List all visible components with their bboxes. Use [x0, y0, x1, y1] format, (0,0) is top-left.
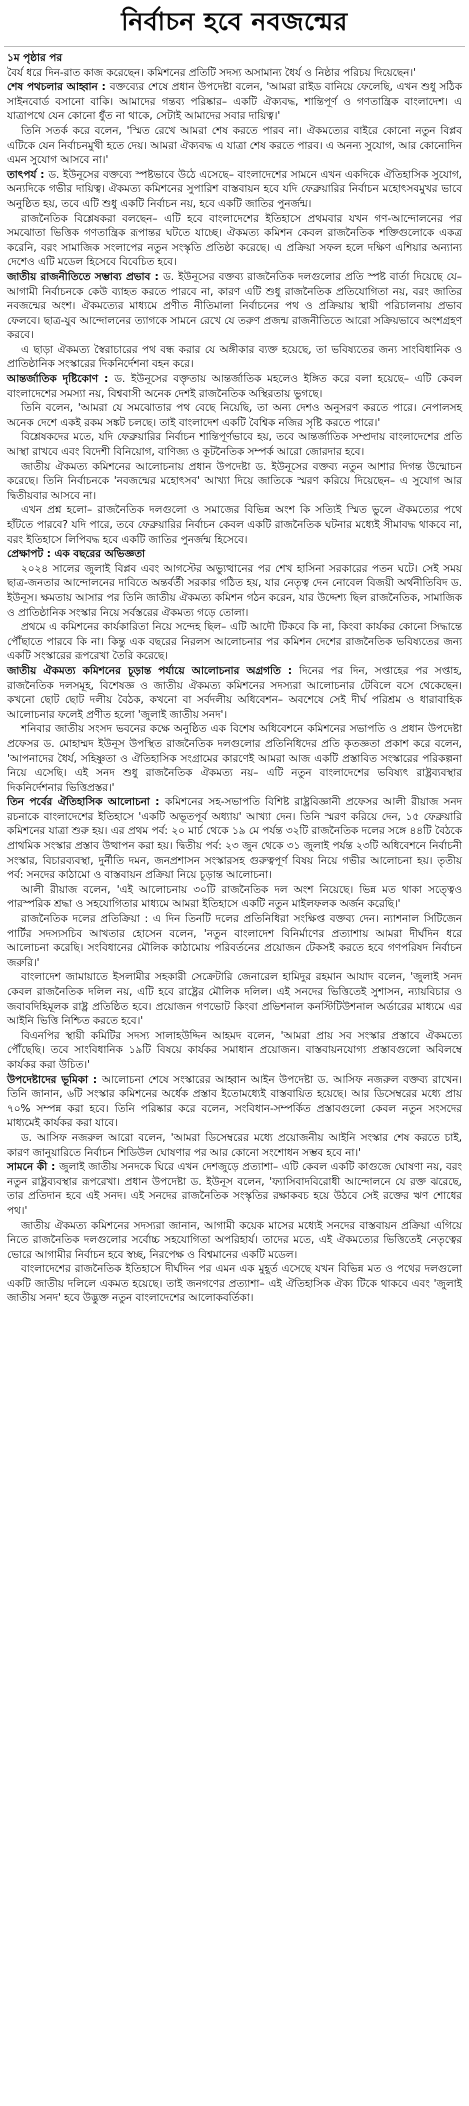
article-paragraph [7, 1219, 462, 1263]
paragraph-text: বিএনপির স্থায়ী কমিটির সদস্য সালাহউদ্দিন আহমদ বলেন, 'আমরা প্রায় সব সংস্কার প্রস্তাবে ঐকমত্যে পৌঁছেছি। তবে সাংবিধানিক ১৯টি বিষয়ে কার্যকর সমাধান প্রয়োজন। বাস্তবায়নযোগ্য প্রস্তাবগুলো অবিলম্বে কার্যকর করা উচিত।' [7, 1029, 462, 1071]
article-paragraph [7, 1160, 462, 1218]
article-paragraph [7, 168, 462, 212]
article-paragraph [7, 1029, 462, 1073]
article-paragraph [7, 1131, 462, 1160]
headline: নির্বাচন হবে নবজন্মের [4, 0, 465, 47]
article-paragraph [7, 401, 462, 430]
paragraph-text: বক্তব্যের শেষে প্রধান উপদেষ্টা বলেন, 'আমরা রাইড বানিয়ে ফেলেছি, এখন শুধু সঠিক সাইনবোর্ড বসানো বাকি। আমাদের গন্তব্য পরিষ্কার– একটি ঐক্যবদ্ধ, শান্তিপূর্ণ ও গণতান্ত্রিক বাংলাদেশ। এ যাত্রাপথে যেন কোনো ধুঁত না থাকে, সেটাই আমাদের সবার দায়িত্ব।' [7, 81, 462, 123]
paragraph-text: প্রথমে এ কমিশনের কার্যকারিতা নিয়ে সন্দেহ ছিল– এটি আদৌ টিকবে কি না, কিংবা কার্যকর কোনো সিদ্ধান্তে পৌঁছাতে পারবে কি না। কিন্তু এক বছরের নিরলস আলোচনার পর কমিশন দেশের রাজনৈতিক ভবিষ্যতের জন্য একটি সংস্কারের রূপরেখা তৈরি করেছে। [7, 621, 462, 663]
article-paragraph [7, 722, 462, 795]
paragraph-text: বিশ্লেষকদের মতে, যদি ফেব্রুয়ারির নির্বাচন শান্তিপূর্ণভাবে হয়, তবে আন্তর্জাতিক সম্প্রদায় বাংলাদেশের প্রতি আস্থা রাখবে এবং বিদেশী বিনিয়োগ, বাণিজ্য ও কূটনৈতিক সম্পর্ক আরো জোরদার হবে। [7, 431, 462, 459]
section-heading: প্রেক্ষাপট : এক বছরের অভিজ্ঞতা [7, 548, 146, 561]
paragraph-text: বাংলাদেশ জামায়াতে ইসলামীর সহকারী সেক্রেটারি জেনারেল হামিদুর রহমান আযাদ বলেন, 'জুলাই সনদ কেবল রাজনৈতিক দলিল নয়, এটি হবে রাষ্ট্রের মৌলিক দলিল। এই সনদের ভিত্তিতেই সুশাসন, ন্যায়বিচার ও জবাবদিহিমূলক রাষ্ট্র প্রতিষ্ঠিত হবে। প্রয়োজন গণভোট কিংবা প্রভিশনাল কনস্টিটিউশনাল অর্ডারের মাধ্যমে এর আইনি ভিত্তি নিশ্চিত করতে হবে।' [7, 971, 462, 1028]
article-paragraph [7, 80, 462, 124]
paragraph-text: এ ছাড়া ঐকমত্য স্বৈরাচারের পথ বন্ধ করার যে অঙ্গীকার ব্যক্ত হয়েছে, তা ভবিষ্যতের জন্য সাংবিধানিক ও প্রাতিষ্ঠানিক সংস্কারের দিকনির্দেশনা বহন করে। [7, 343, 462, 371]
article-paragraph [7, 212, 462, 270]
article-sections [7, 80, 462, 1306]
paragraph-text: জাতীয় ঐকমত্য কমিশনের আলোচনায় প্রধান উপদেষ্টা ড. ইউনূসের বক্তব্য নতুন আশার দিগন্ত উন্মোচন করেছে। তিনি নির্বাচনকে 'নবজন্মের মহোৎসব' আখ্যা দিয়ে জাতিকে স্মরণ করিয়ে দিয়েছেন– এ সুযোগ আর দ্বিতীয়বার আসবে না। [7, 460, 462, 502]
article-paragraph [7, 970, 462, 1028]
article-paragraph [7, 270, 462, 343]
intro-paragraph: বৈর্য ধরে দিন-রাত কাজ করেছেন। কমিশনের প্রতিটি সদস্য অসামান্য ধৈর্য ও নিষ্ঠার পরিচয় দিয়েছেন।' [7, 66, 416, 79]
paragraph-text: ২০২৪ সালের জুলাই বিপ্লব এবং আগস্টের অভ্যুত্থানের পর শেখ হাসিনা সরকারের পতন ঘটে। সেই সময় ছাত্র-জনতার আন্দোলনের দাবিতে অন্তর্বর্তী সরকার গঠিত হয়, যার নেতৃত্ব দেন নোবেল বিজয়ী অর্থনীতিবিদ ড. ইউনূস। ক্ষমতায় আসার পর তিনি জাতীয় ঐকমত্য কমিশন গঠন করেন, যার উদ্দেশ্য ছিল রাজনৈতিক, সামাজিক ও প্রাতিষ্ঠানিক সংস্কার নিয়ে সর্বস্তরের ঐকমত্য গড়ে তোলা। [7, 562, 462, 619]
section-heading: জাতীয় ঐকমত্য কমিশনের চূড়ান্ত পর্যায়ে আলোচনার অগ্রগতি : [7, 664, 300, 677]
paragraph-text: আলোচনা শেষে সংস্কারের আহ্বান আইন উপদেষ্টা ড. আসিফ নজরুল বক্তব্য রাখেন। তিনি জানান, ৬টি সংস্কার কমিশনের অর্ধেক প্রস্তাব ইতোমধ্যেই বাস্তবায়িত হয়েছে। আর ডিসেম্বরের মধ্যে প্রায় ৭০% সম্পন্ন করা হবে। তিনি পরিষ্কার করে বলেন, সংবিধান-সম্পর্কিত প্রস্তাবগুলো কেবল নতুন সংসদের মাধ্যমেই কার্যকর করা যাবে। [7, 1073, 462, 1130]
paragraph-text: ড. আসিফ নজরুল আরো বলেন, 'আমরা ডিসেম্বরের মধ্যে প্রয়োজনীয় আইনি সংস্কার শেষ করতে চাই, কারণ জানুয়ারিতে নির্বাচন শিডিউল ঘোষণার পর আর কোনো সংশোধন সম্ভব হবে না।' [7, 1131, 462, 1159]
article-paragraph [7, 1073, 462, 1131]
section-heading: আন্তর্জাতিক দৃষ্টিকোণ : [7, 373, 115, 386]
paragraph-text: ড. ইউনূসের বক্তব্য রাজনৈতিক দলগুলোর প্রতি স্পষ্ট বার্তা দিয়েছে যে– আগামী নির্বাচনকে কেউ ব্যাহত করতে পারবে না, কারণ এটি শুধু রাজনৈতিক প্রতিযোগিতা নয়, বরং জাতির নবজন্মের অংশ। ঐকমত্যের মাধ্যমে প্রণীত নীতিমালা নির্বাচনের পথ ও প্রক্রিয়ায় স্থায়ী পরিচালনায় প্রভাব ফেলবে। ছাত্র-যুব আন্দোলনের ত্যাগকে সামনে রেখে যে তরুণ প্রজন্ম রাজনীতিতে আরো সক্রিয়ভাবে অংশগ্রহণ করবে। [7, 270, 462, 342]
article-paragraph [7, 883, 462, 912]
article-paragraph [7, 562, 462, 620]
paragraph-text: বাংলাদেশের রাজনৈতিক ইতিহাসে দীর্ঘদিন পর এমন এক মুহূর্ত এসেছে যখন বিভিন্ন মত ও পথের দলগুলো একটি জাতীয় দলিলে একমত হয়েছে। তাই জনগণের প্রত্যাশা– এই ঐতিহাসিক ঐক্য টিকে থাকবে এবং 'জুলাই জাতীয় সনদ' হবে উদ্ভুক্ত নতুন বাংলাদেশের আলোকবর্তিকা। [7, 1263, 462, 1305]
paragraph-text: কমিশনের সহ-সভাপতি বিশিষ্ট রাষ্ট্রবিজ্ঞানী প্রফেসর আলী রীয়াজ সনদ রচনাকে বাংলাদেশের ইতিহাসে 'একটি অভূতপূর্ব অধ্যায়' আখ্যা দেন। তিনি স্মরণ করিয়ে দেন, ১৫ ফেব্রুয়ারি কমিশনের যাত্রা শুরু হয়। এর প্রথম পর্ব: ২০ মার্চ থেকে ১৯ মে পর্যন্ত ৩২টি রাজনৈতিক দলের সঙ্গে ৪৪টি বৈঠকে প্রাথমিক সংস্কার প্রস্তাব উত্থাপন করা হয়। দ্বিতীয় পর্ব: ২৩ জুন থেকে ৩১ জুলাই পর্যন্ত ২৩টি অধিবেশনে নির্বাচনী সংস্কার, বিচারব্যবস্থা, দুর্নীতি দমন, জনপ্রশাসন সংস্কারসহ গুরুত্বপূর্ণ বিষয় নিয়ে গভীর আলোচনা হয়। তৃতীয় পর্ব: সনদের কাঠামো ও বাস্তবায়ন প্রক্রিয়া নিয়ে চূড়ান্ত আলোচনা। [7, 796, 463, 882]
article-paragraph [7, 795, 462, 883]
section-heading: শেষ পথচলার আহ্বান : [7, 81, 110, 94]
continuation-label: ১ম পৃষ্ঠার পর [7, 52, 63, 64]
article-paragraph [7, 547, 462, 562]
article-body [0, 47, 469, 1306]
article-paragraph [7, 503, 462, 547]
article-paragraph [7, 124, 462, 168]
paragraph-text: জাতীয় ঐকমত্য কমিশনের সদস্যরা জানান, আগামী কয়েক মাসের মধ্যেই সনদের বাস্তবায়ন প্রক্রিয়া এগিয়ে নিতে রাজনৈতিক দলগুলোর সর্বোচ্চ সহযোগিতা অপরিহার্য। তাদের মতে, এই ঐকমত্যের ভিত্তিতেই নেতৃত্বের ভোরে আগামীর নির্বাচন হবে স্বচ্ছ, নিরপেক্ষ ও বিশ্বমানের একটি মডেল। [7, 1219, 462, 1261]
section-heading: সামনে কী : [7, 1161, 60, 1174]
paragraph-text: রাজনৈতিক বিশ্লেষকরা বলছেন– এটি হবে বাংলাদেশের ইতিহাসে প্রথমবার যখন গণ-আন্দোলনের পর সমঝোতা ভিত্তিক গণতান্ত্রিক রূপান্তর ঘটতে যাচ্ছে। ঐকমত্য কমিশন কেবল রাজনৈতিক শক্তিগুলোকে একত্র করেনি, বরং সামাজিক সংলাপের নতুন সংস্কৃতি প্রতিষ্ঠা করেছে। এ প্রক্রিয়া সফল হলে দক্ষিণ এশিয়ার অন্যান্য দেশেও এটি মডেল হিসেবে বিবেচিত হবে। [7, 212, 462, 269]
paragraph-text: ড. ইউনূসের বক্তব্যে স্পষ্টভাবে উঠে এসেছে– বাংলাদেশের সামনে এখন একদিকে ঐতিহাসিক সুযোগ, অন্যদিকে গভীর দায়িত্ব। ঐকমত্য কমিশনের সুপারিশ বাস্তবায়ন হবে যদি ফেব্রুয়ারির নির্বাচন মহোৎসবমুখর ভাবে অনুষ্ঠিত হয়, তবে এটি শুধু একটি নির্বাচন নয়, হবে একটি জাতির পুনর্জন্ম। [7, 168, 462, 210]
section-heading: তিন পর্বের ঐতিহাসিক আলোচনা : [7, 796, 165, 809]
section-heading: তাৎপর্য : [7, 168, 49, 181]
article-paragraph [7, 372, 462, 401]
paragraph-text: তিনি সতর্ক করে বলেন, 'স্মিত রেখে আমরা শেষ করতে পারব না। ঐকমত্যের বাইরে কোনো নতুন বিপ্লব এটিকে যেন নির্বাচনমুখী হতে দেয়। আমরা ঐক্যবদ্ধ এ যাত্রা শেষ করতে পারব। এ অনন্য সুযোগ, আর কোনোদিন এমন সুযোগ আসবে না।' [7, 124, 462, 167]
paragraph-text: জুলাই জাতীয় সনদকে ঘিরে এখন দেশজুড়ে প্রত্যাশা– এটি কেবল একটি কাগুজে ঘোষণা নয়, বরং নতুন রাষ্ট্রব্যবস্থার রূপরেখা। প্রধান উপদেষ্টা ড. ইউনূস বলেন, 'ফ্যাসিবাদবিরোধী আন্দোলনে যে রক্ত ঝরেছে, তার প্রতিদান হবে এই সনদ। এই সনদের রাজনৈতিক সংস্কৃতির রক্ষাকবচ হয়ে উঠবে সেই রক্তের ঋণ শোধের পথ।' [7, 1161, 462, 1217]
article-paragraph [7, 430, 462, 459]
paragraph-text: তিনি বলেন, 'আমরা যে সমঝোতার পথ বেছে নিয়েছি, তা অন্য দেশও অনুসরণ করতে পারে। নেপালসহ অনেক দেশে একই রকম সঙ্কট চলছে। তাই বাংলাদেশ একটি বৈশ্বিক নজির সৃষ্টি করতে পারে।' [7, 402, 462, 429]
article-paragraph [7, 620, 462, 664]
article-paragraph [7, 664, 462, 722]
section-heading: জাতীয় রাজনীতিতে সম্ভাব্য প্রভাব : [7, 270, 164, 283]
paragraph-text: শনিবার জাতীয় সংসদ ভবনের কক্ষে অনুষ্ঠিত এক বিশেষ অধিবেশনে কমিশনের সভাপতি ও প্রধান উপদেষ্টা প্রফেসর ড. মোহাম্মদ ইউনূস উপস্থিত রাজনৈতিক দলগুলোর প্রতিনিধিদের প্রতি কৃতজ্ঞতা প্রকাশ করে বলেন, 'আপনাদের ধৈর্য, সহিষ্ণুতা ও ঐতিহাসিক সংগ্রামের কারণেই আমরা আজ একটি প্রস্তাবিত সংস্কারের পরিকল্পনা নিয়ে এসেছি। এই সনদ শুধু রাজনৈতিক ঐকমত্য নয়– এটি নতুন বাংলাদেশের ভবিষ্যৎ রাষ্ট্রব্যবস্থার দিকনির্দেশনার ভিত্তিপ্রস্তর।' [7, 723, 462, 794]
paragraph-text: রাজনৈতিক দলের প্রতিক্রিয়া : এ দিন তিনটি দলের প্রতিনিধিরা সংক্ষিপ্ত বক্তব্য দেন। ন্যাশনাল সিটিজেন পার্টির সদস্যসচিব আখতার হোসেন বলেন, 'নতুন বাংলাদেশ বিনির্মাণের প্রত্যাশায় আমরা দীর্ঘদিন ধরে আলোচনা করেছি। সংবিধানের মৌলিক কাঠামোয় পরিবর্তনের প্রয়োজন টেকসই করতে হবে গণপরিষদ নির্বাচন জরুরি।' [7, 913, 462, 969]
article-paragraph [7, 1262, 462, 1306]
paragraph-text: ড. ইউনূসের বক্তৃতায় আন্তর্জাতিক মহলেও ইঙ্গিত করে বলা হয়েছে– এটি কেবল বাংলাদেশের সমস্যা নয়, বিশ্ববাসী অনেক দেশই রাজনৈতিক অস্থিরতায় ভুগছে। [7, 373, 462, 400]
article-paragraph [7, 460, 462, 504]
paragraph-text: এখন প্রশ্ন হলো– রাজনৈতিক দলগুলো ও সমাজের বিভিন্ন অংশ কি সত্যিই স্মিত ভুলে ঐকমত্যের পথে হাঁটতে পারবে? যদি পারে, তবে ফেব্রুয়ারির নির্বাচন কেবল একটি রাজনৈতিক ঘটনার মধ্যেই সীমাবদ্ধ থাকবে না, বরং ইতিহাসে লিপিবদ্ধ হবে একটি জাতির পুনর্জন্ম হিসেবে। [7, 504, 462, 546]
paragraph-text: দিনের পর দিন, সপ্তাহের পর সপ্তাহ, রাজনৈতিক দলসমূহ, বিশেষজ্ঞ ও জাতীয় ঐকমত্য কমিশনের সদস্যরা আলোচনার টেবিলে বসে থেকেছেন। কখনো ছোট ছোট দলীয় বৈঠক, কখনো বা সর্বদলীয় অধিবেশন– অবশেষে সেই দীর্ঘ পরিশ্রম ও ধারাবাহিক আলোচনার ফলেই প্রণীত হলো 'জুলাই জাতীয় সনদ'। [7, 664, 462, 721]
article-paragraph [7, 912, 462, 970]
article-paragraph [7, 343, 462, 372]
paragraph-text: আলী রীয়াজ বলেন, 'এই আলোচনায় ৩০টি রাজনৈতিক দল অংশ নিয়েছে। ভিন্ন মত থাকা সত্ত্বেও পারস্পরিক শ্রদ্ধা ও সহযোগিতার মাধ্যমে আমরা ইতিহাসে একটি নতুন মাইলফলক অর্জন করেছি।' [7, 883, 462, 911]
section-heading: উপদেষ্টাদের ভূমিকা : [7, 1073, 102, 1086]
